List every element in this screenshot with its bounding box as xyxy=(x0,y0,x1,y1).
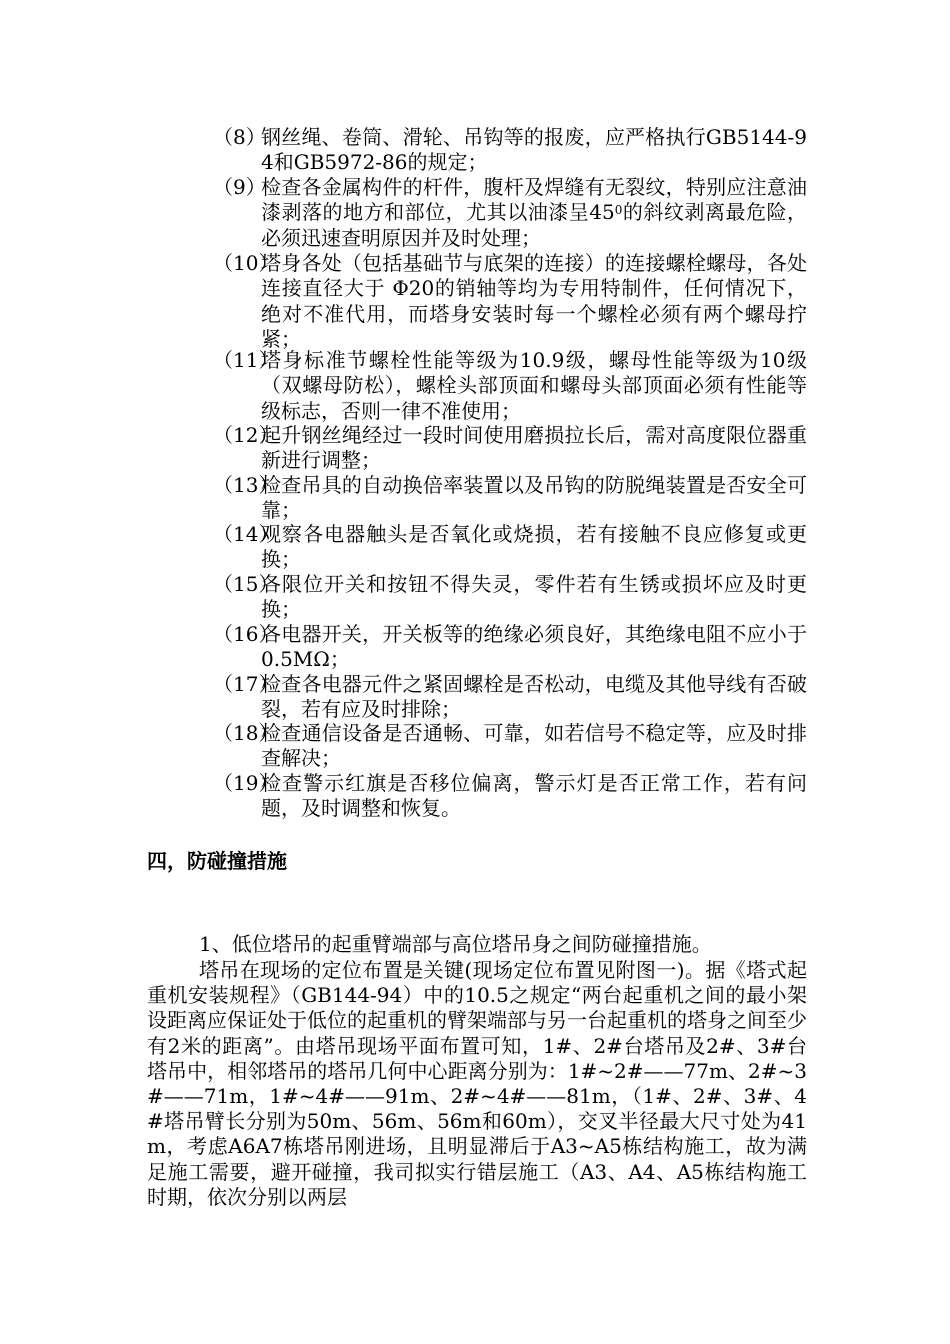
list-item-12 xyxy=(213,423,807,474)
list-item-11 xyxy=(213,348,807,424)
superscript: 0 xyxy=(614,203,623,218)
item-text: 塔身各处（包括基础节与底架的连接）的连接螺栓螺母，各处连接直径大于 Φ20的销轴等均为专用特制件，任何情况下，绝对不准代用，而塔身安装时每一个螺栓必须有两个螺母拧紧； xyxy=(261,251,807,352)
section-heading: 四，防碰撞措施 xyxy=(147,849,287,873)
item-text: 检查通信设备是否通畅、可靠，如若信号不稳定等，应及时排查解决； xyxy=(261,721,807,771)
item-number: （11） xyxy=(213,348,279,372)
list-item-14 xyxy=(213,522,807,573)
item-number: （17） xyxy=(213,672,279,696)
item-number: （12） xyxy=(213,423,279,447)
item-number: （15） xyxy=(213,572,279,596)
item-text: 钢丝绳、卷筒、滑轮、吊钩等的报废，应严格执行GB5144-94和GB5972-86的规定； xyxy=(261,125,807,175)
item-text: 各限位开关和按钮不得失灵，零件若有生锈或损坏应及时更换； xyxy=(261,572,807,622)
item-number: （10） xyxy=(213,251,279,275)
list-item-15 xyxy=(213,572,807,623)
list-item-18 xyxy=(213,721,807,772)
list-item-9 xyxy=(213,175,807,251)
list-item-8 xyxy=(213,125,807,176)
item-text: 检查各金属构件的杆件，腹杆及焊缝有无裂纹，特别应注意油漆剥落的地方和部位，尤其以油漆呈$45^0$的斜纹剥离最危险，必须迅速查明原因并及时处理； xyxy=(261,175,808,250)
paragraph-1: 1、低位塔吊的起重臂端部与高位塔吊身之间防碰撞措施。 xyxy=(199,932,712,956)
list-item-16 xyxy=(213,622,807,673)
item-text: 观察各电器触头是否氧化或烧损，若有接触不良应修复或更换； xyxy=(261,522,807,572)
list-item-19 xyxy=(213,771,807,822)
list-item-17 xyxy=(213,672,807,723)
item-text: 起升钢丝绳经过一段时间使用磨损拉长后，需对高度限位器重新进行调整； xyxy=(261,423,807,473)
paragraph-2: 塔吊在现场的定位布置是关键(现场定位布置见附图一)。据《塔式起重机安装规程》（GB144-94）中的10.5之规定“两台起重机之间的最小架设距离应保证处于低位的起重机的臂架端部与另一台起重机的塔身之间至少有2米的距离”。由塔吊现场平面布置可知，1#、2#台塔吊及2#、3#台塔吊中，相邻塔吊的塔吊几何中心距离分别为：1#~2#——77m、2#~3#——71m，1#~4#——91m、2#~4#——81m，（1#、2#、3#、4#塔吊臂长分别为50m、56m、56m和60m），交叉半径最大尺寸处为41m，考虑A6A7栋塔吊刚进场，且明显滞后于A3~A5栋结构施工，故为满足施工需要，避开碰撞，我司拟实行错层施工（A3、A4、A5栋结构施工时期，依次分别以两层 xyxy=(147,958,807,1209)
list-item-10 xyxy=(213,251,807,353)
list-item-13 xyxy=(213,473,807,524)
item-number: （8） xyxy=(213,125,266,149)
item-number: （16） xyxy=(213,622,279,646)
item-text: 检查吊具的自动换倍率装置以及吊钩的防脱绳装置是否安全可靠； xyxy=(261,473,807,523)
item-number: （19） xyxy=(213,771,279,795)
item-number: （13） xyxy=(213,473,279,497)
item-number: （9） xyxy=(213,175,266,199)
item-text: 塔身标准节螺栓性能等级为10.9级，螺母性能等级为10级（双螺母防松），螺栓头部顶面和螺母头部顶面必须有性能等级标志，否则一律不准使用； xyxy=(261,348,807,423)
item-text: 各电器开关，开关板等的绝缘必须良好，其绝缘电阻不应小于0.5MΩ； xyxy=(261,622,807,672)
item-number: （14） xyxy=(213,522,279,546)
item-text: 检查各电器元件之紧固螺栓是否松动，电缆及其他导线有否破裂，若有应及时排除； xyxy=(261,672,807,722)
item-number: （18） xyxy=(213,721,279,745)
item-text: 检查警示红旗是否移位偏离，警示灯是否正常工作，若有问题，及时调整和恢复。 xyxy=(261,771,807,821)
